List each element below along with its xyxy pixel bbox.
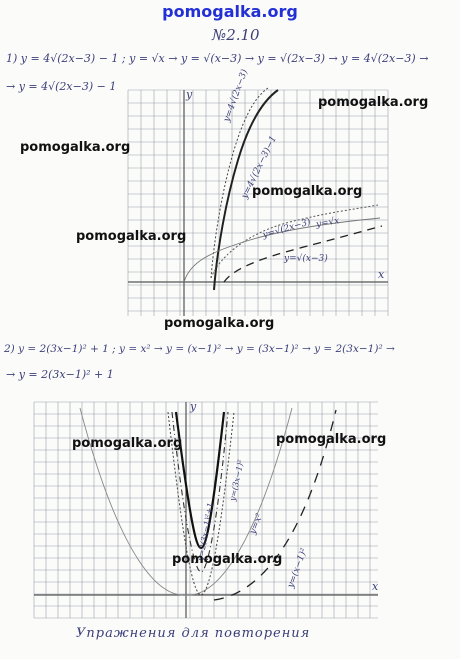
watermark: pomogalka.org [318,95,429,110]
footer-heading: Упражнения для повторения [76,626,311,641]
watermark: pomogalka.org [72,436,183,451]
graph2-label-a: y=2(3x−1)²+1 [196,501,216,562]
watermark: pomogalka.org [172,552,283,567]
graph1-label-e: y=√(x−3) [284,254,328,264]
graph2-label-b: y=(3x−1)² [228,458,246,502]
graph2-label-d: y=(x−1)² [286,546,310,590]
part1-line1: 1) y = 4√(2x−3) − 1 ; y = √x → y = √(x−3) → y = √(2x−3) → y = 4√(2x−3) → [6,52,429,65]
watermark: pomogalka.org [252,184,363,199]
graph1-y-label: y [186,88,193,101]
part2-line1: 2) y = 2(3x−1)² + 1 ; y = x² → y = (x−1)² → y = (3x−1)² → y = 2(3x−1)² → [4,343,395,355]
graph1-label-a: y=4√(2x−3) [222,68,251,124]
site-header[interactable]: pomogalka.org [162,2,298,21]
graph1-x-label: x [378,268,385,281]
graph1-label-d: y=√x [315,216,341,230]
graph2-label-c: y=x² [248,512,266,536]
graph1-label-b: y=4√(2x−3)−1 [240,134,279,201]
watermark: pomogalka.org [76,229,187,244]
part2-line2: → y = 2(3x−1)² + 1 [6,368,114,381]
watermark: pomogalka.org [276,432,387,447]
watermark: pomogalka.org [164,316,275,331]
part1-line2: → y = 4√(2x−3) − 1 [6,80,117,93]
graph2-x-label: x [372,580,379,593]
exercise-number: №2.10 [212,26,260,44]
watermark: pomogalka.org [20,140,131,155]
graph2-y-label: y [190,400,197,413]
graph1-label-c: y=√(2x−3) [261,217,312,241]
